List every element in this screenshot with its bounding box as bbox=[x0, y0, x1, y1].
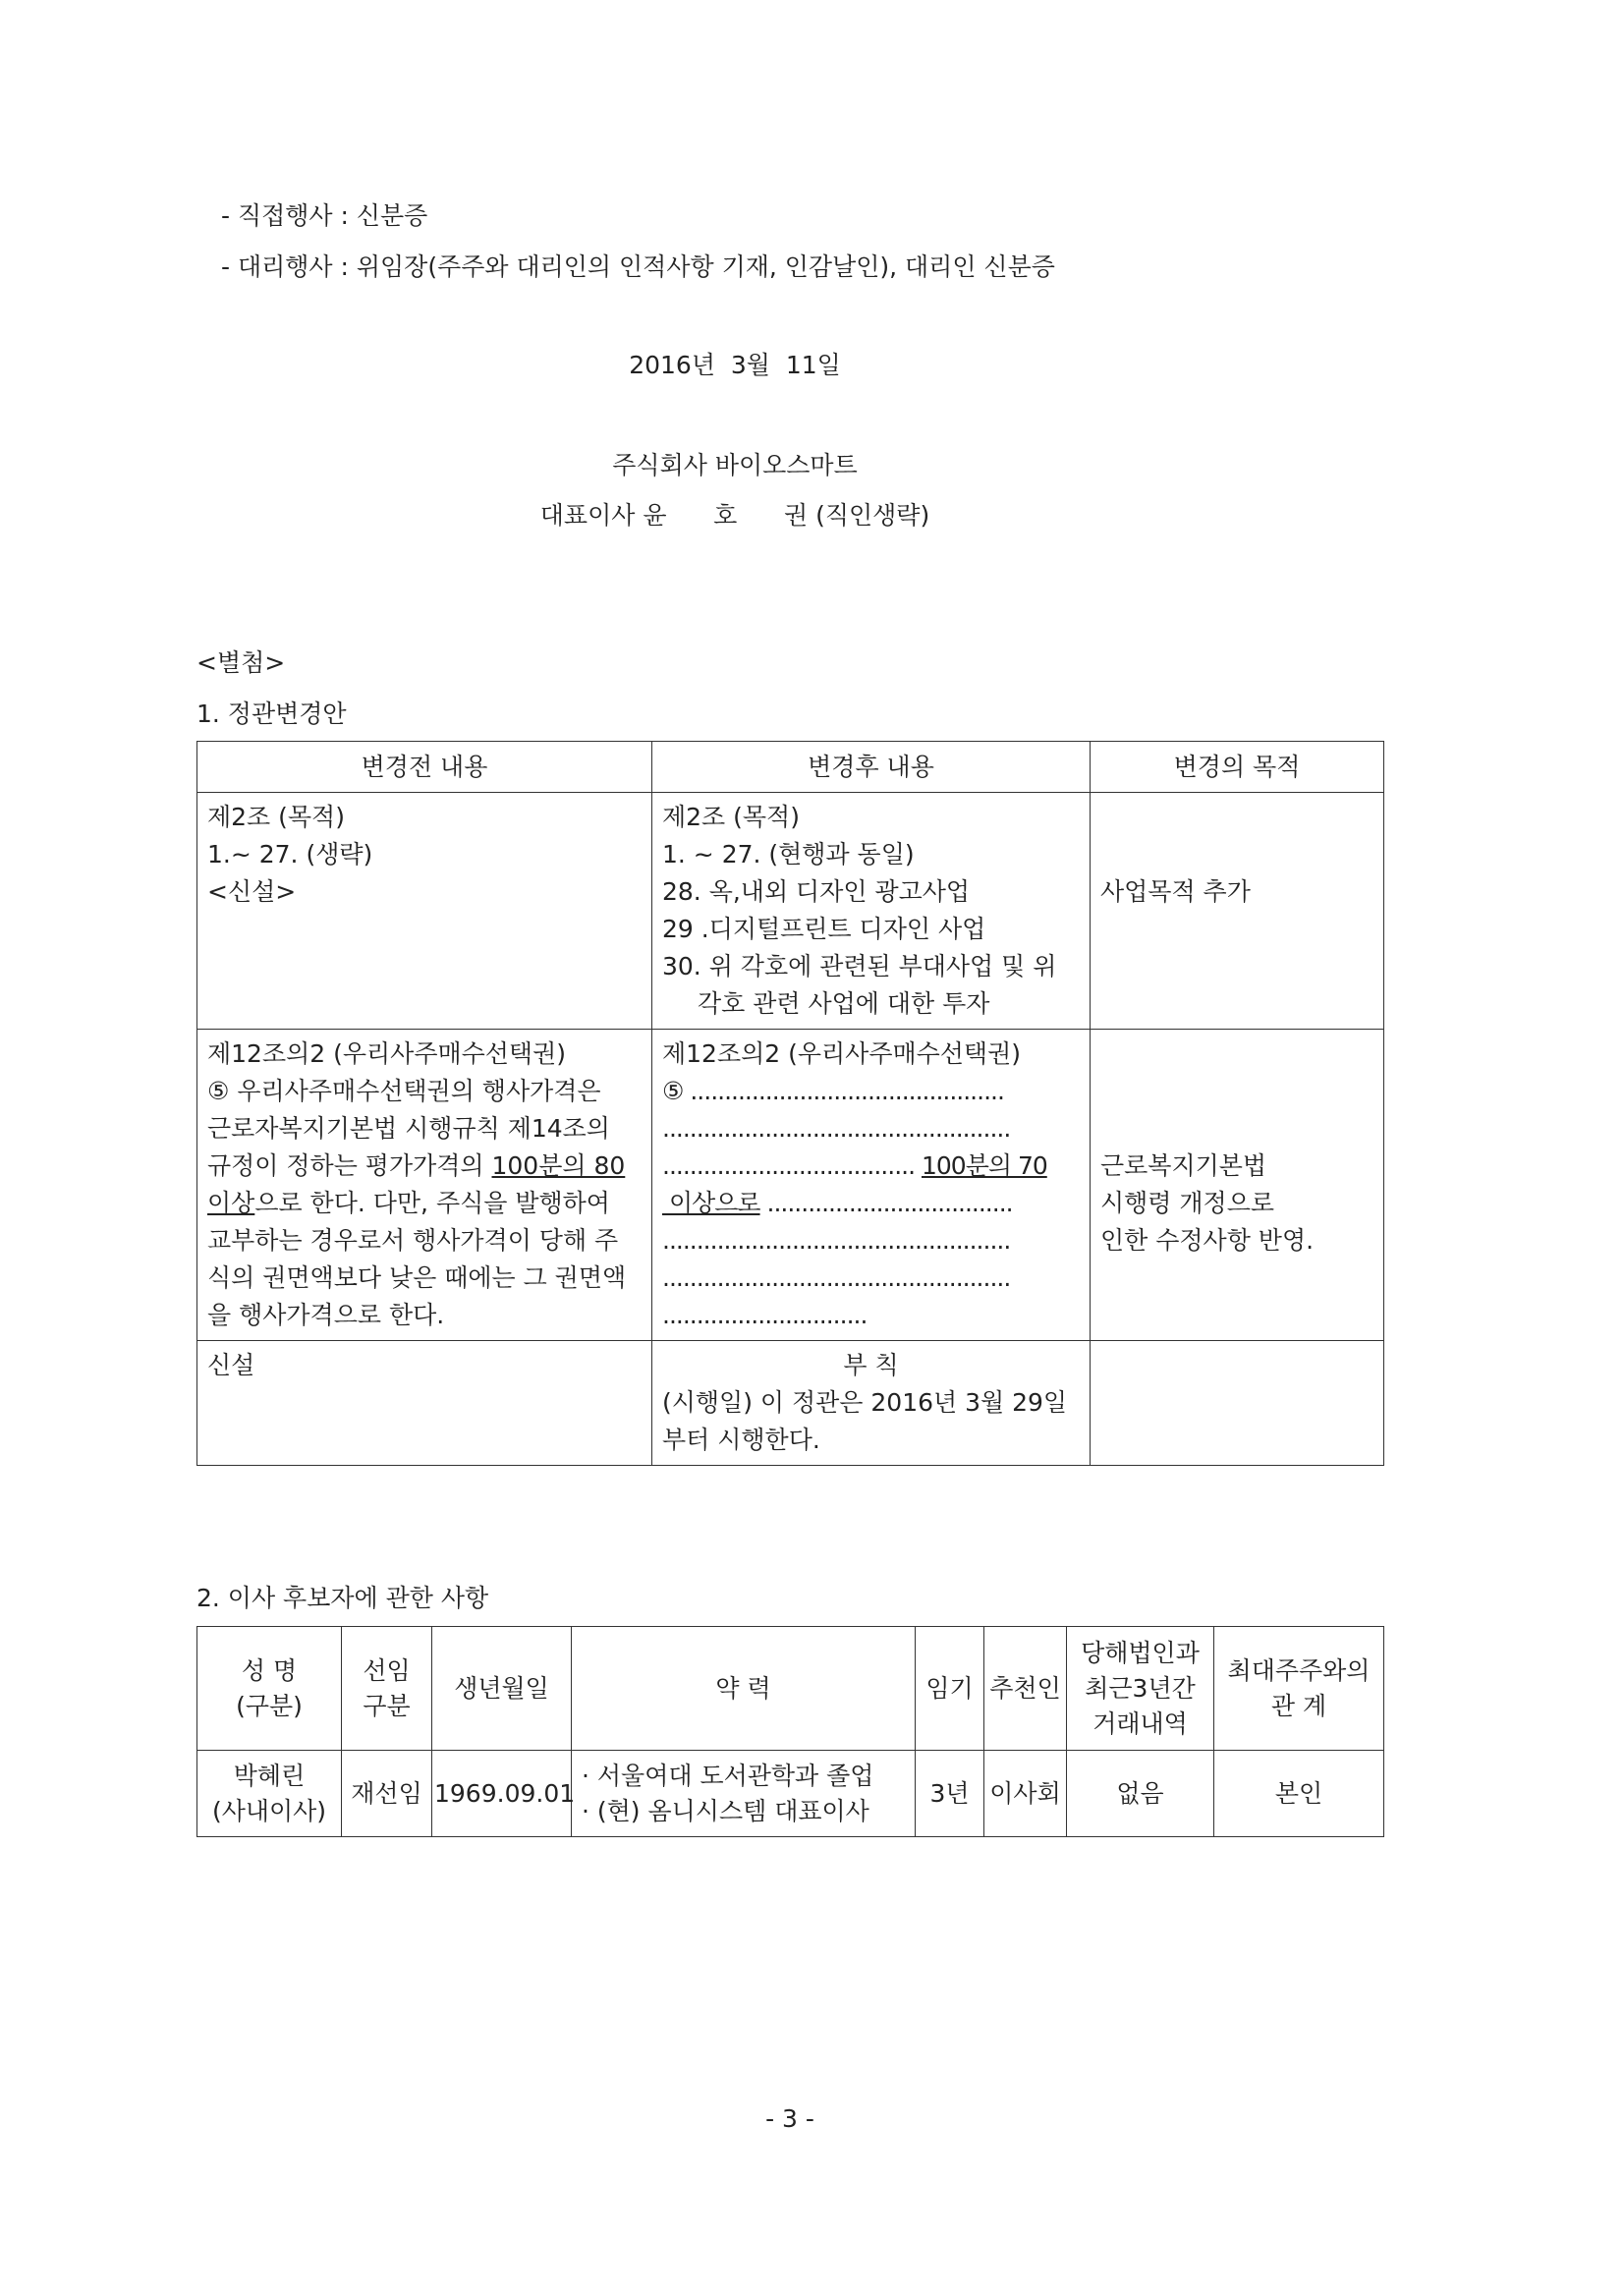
notice-date: 2016년 3월 11일 bbox=[629, 351, 841, 379]
table-header-row bbox=[197, 742, 1384, 793]
header-name: 성 명 (구분) bbox=[197, 1627, 342, 1751]
section1-title: 1. 정관변경안 bbox=[196, 700, 347, 728]
row3-after: 부 칙 (시행일) 이 정관은 2016년 3월 29일 부터 시행한다. bbox=[652, 1341, 1091, 1466]
header-before: 변경전 내용 bbox=[197, 742, 652, 793]
candidate-name: 박혜린 (사내이사) bbox=[197, 1751, 342, 1837]
row1-purpose: 사업목적 추가 bbox=[1091, 793, 1384, 1030]
header-relation: 최대주주와의 관 계 bbox=[1214, 1627, 1384, 1751]
table-row bbox=[197, 793, 1384, 1030]
row2-before: 제12조의2 (우리사주매수선택권) ⑤ 우리사주매수선택권의 행사가격은 근로자복지기본법 시행규칙 제14조의 규정이 정하는 평가가격의 100분의 80 이상으로 한다. 다만, 주식을 발행하여 교부하는 경우로서 행사가격이 당해 주 식의 권면액보다 낮은 때에는 그 권면액 을 행사가격으로 한다. bbox=[197, 1030, 652, 1341]
row2-after: 제12조의2 (우리사주매수선택권) ⑤ .............................................. ................................................... ..................................... 100분의 70 이상으로 .................................... ................................................... ................................................... .............................. bbox=[652, 1030, 1091, 1341]
header-appoint: 선임 구분 bbox=[342, 1627, 432, 1751]
candidate-term: 3년 bbox=[916, 1751, 984, 1837]
header-recommender: 추천인 bbox=[984, 1627, 1067, 1751]
candidate-recommender: 이사회 bbox=[984, 1751, 1067, 1837]
row1-before: 제2조 (목적) 1.~ 27. (생략) <신설> bbox=[197, 793, 652, 1030]
header-term: 임기 bbox=[916, 1627, 984, 1751]
header-birth: 생년월일 bbox=[432, 1627, 572, 1751]
candidate-birth: 1969.09.01 bbox=[432, 1751, 572, 1837]
director-candidate-table bbox=[196, 1626, 1384, 1837]
attachment-label: <별첨> bbox=[196, 648, 286, 677]
proxy-exercise-line: - 대리행사 : 위임장(주주와 대리인의 인적사항 기재, 인감날인), 대리인 신분증 bbox=[221, 252, 1055, 281]
ceo-signature: 대표이사 윤 호 권 (직인생략) bbox=[539, 501, 930, 530]
articles-amendment-table bbox=[196, 741, 1384, 1466]
candidate-relation: 본인 bbox=[1214, 1751, 1384, 1837]
table-row bbox=[197, 1030, 1384, 1341]
row3-before: 신설 bbox=[197, 1341, 652, 1466]
header-transactions: 당해법인과 최근3년간 거래내역 bbox=[1067, 1627, 1214, 1751]
direct-exercise-line: - 직접행사 : 신분증 bbox=[221, 201, 428, 230]
table-header-row bbox=[197, 1627, 1384, 1751]
candidate-career: · 서울여대 도서관학과 졸업 · (현) 옴니시스템 대표이사 bbox=[572, 1751, 916, 1837]
header-after: 변경후 내용 bbox=[652, 742, 1091, 793]
candidate-appoint: 재선임 bbox=[342, 1751, 432, 1837]
table-row bbox=[197, 1751, 1384, 1837]
page-number: - 3 - bbox=[765, 2104, 814, 2133]
row1-after: 제2조 (목적) 1. ~ 27. (현행과 동일) 28. 옥,내외 디자인 광고사업 29 .디지털프린트 디자인 사업 30. 위 각호에 관련된 부대사업 및 위 각호 관련 사업에 대한 투자 bbox=[652, 793, 1091, 1030]
company-name: 주식회사 바이오스마트 bbox=[612, 451, 858, 479]
row3-purpose bbox=[1091, 1341, 1384, 1466]
header-purpose: 변경의 목적 bbox=[1091, 742, 1384, 793]
header-career: 약 력 bbox=[572, 1627, 916, 1751]
section2-title: 2. 이사 후보자에 관한 사항 bbox=[196, 1584, 489, 1612]
candidate-transactions: 없음 bbox=[1067, 1751, 1214, 1837]
table-row bbox=[197, 1341, 1384, 1466]
row2-purpose: 근로복지기본법 시행령 개정으로 인한 수정사항 반영. bbox=[1091, 1030, 1384, 1341]
